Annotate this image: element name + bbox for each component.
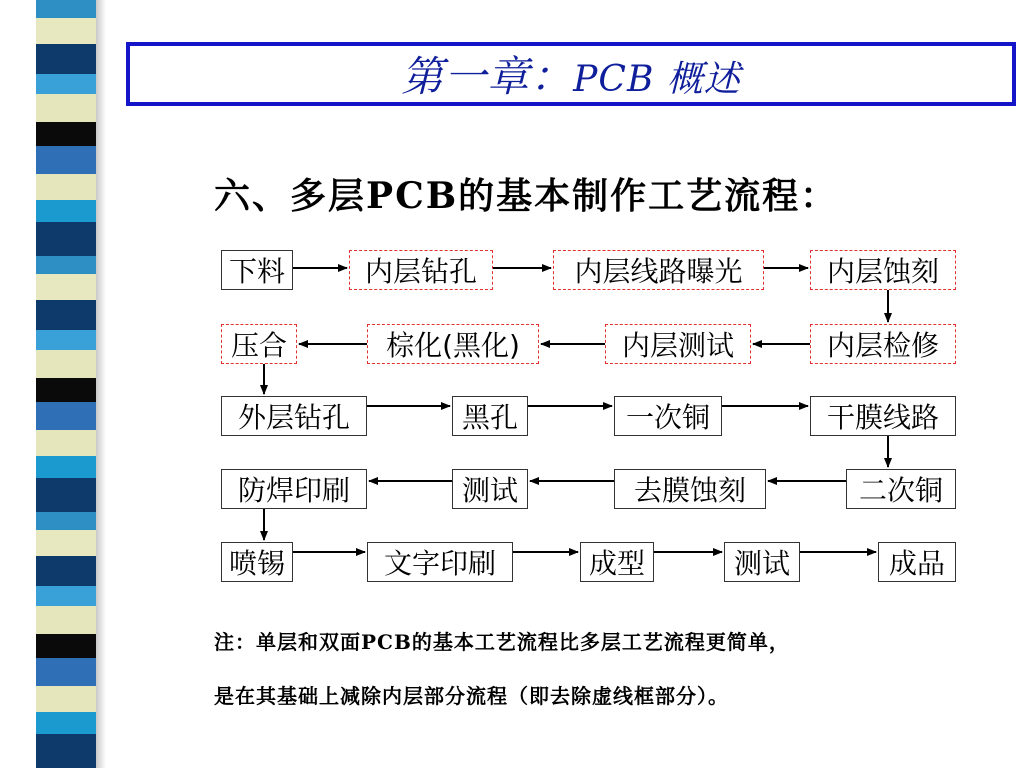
note-line-2: 是在其基础上减除内层部分流程（即去除虚线框部分）。 bbox=[214, 684, 729, 708]
flow-step-inner-testing: 内层测试 bbox=[605, 324, 751, 364]
flow-step-inner-circuit-exposure: 内层线路曝光 bbox=[553, 250, 764, 290]
flow-step-black-hole: 黑孔 bbox=[452, 396, 528, 436]
title-prefix: 第一章： bbox=[401, 52, 574, 101]
flow-step-text-printing: 文字印刷 bbox=[367, 542, 513, 582]
flow-step-first-copper: 一次铜 bbox=[614, 396, 722, 436]
flow-step-solder-mask-printing: 防焊印刷 bbox=[221, 469, 367, 509]
note-line-1: 注：单层和双面PCB的基本工艺流程比多层工艺流程更简单， bbox=[214, 630, 790, 654]
flow-step-film-removal-etching: 去膜蚀刻 bbox=[614, 469, 766, 509]
flow-step-tin-spraying: 喷锡 bbox=[221, 542, 293, 582]
flow-step-outer-drilling: 外层钻孔 bbox=[221, 396, 367, 436]
flow-step-lamination: 压合 bbox=[221, 324, 297, 364]
flow-step-dry-film-circuit: 干膜线路 bbox=[810, 396, 956, 436]
flow-step-browning: 棕化(黑化) bbox=[367, 324, 539, 364]
flow-step-inner-etching: 内层蚀刻 bbox=[810, 250, 956, 290]
flow-step-testing: 测试 bbox=[452, 469, 528, 509]
title-suffix: PCB 概述 bbox=[573, 59, 741, 100]
flow-step-second-copper: 二次铜 bbox=[846, 469, 956, 509]
flow-step-final-testing: 测试 bbox=[724, 542, 800, 582]
flow-step-inner-repair: 内层检修 bbox=[810, 324, 956, 364]
flow-step-cutting: 下料 bbox=[221, 250, 293, 290]
flow-step-finished-product: 成品 bbox=[878, 542, 956, 582]
flow-step-forming: 成型 bbox=[580, 542, 654, 582]
section-heading: 六、多层PCB的基本制作工艺流程： bbox=[214, 175, 839, 217]
flow-step-inner-drilling: 内层钻孔 bbox=[349, 250, 493, 290]
